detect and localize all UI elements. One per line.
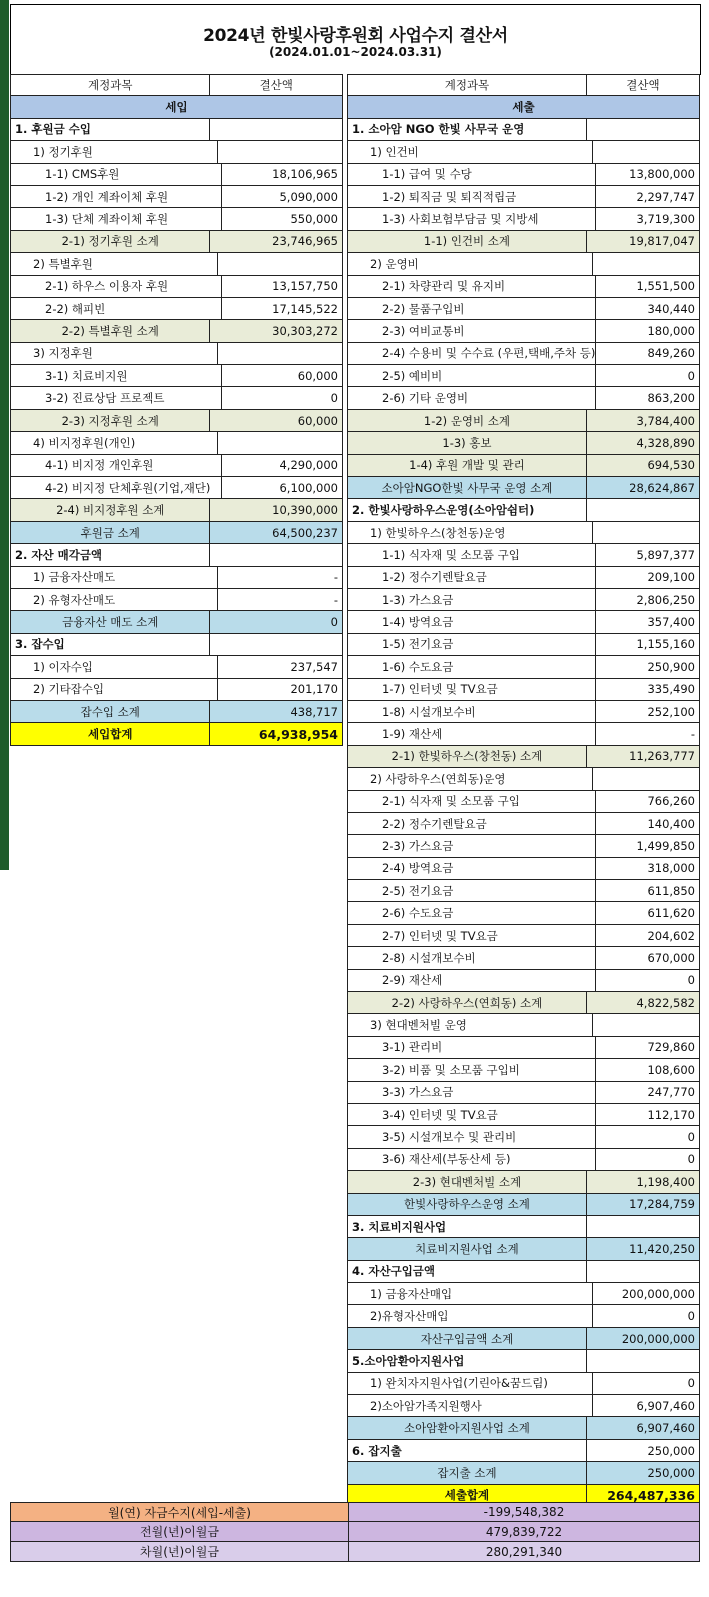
account-label: 2-4) 수용비 및 수수료 (우편,택배,주차 등)	[347, 343, 596, 364]
amount-value: 11,420,250	[587, 1238, 700, 1259]
summary-row	[10, 1542, 700, 1562]
income-section-label: 세입	[10, 96, 343, 117]
expense-row	[347, 1417, 700, 1439]
expense-row	[347, 1059, 700, 1081]
account-label: 2. 한빛사랑하우스운영(소아암쉼터)	[347, 499, 587, 520]
expense-row	[347, 1238, 700, 1260]
income-table	[10, 74, 343, 746]
amount-value: 17,284,759	[587, 1194, 700, 1215]
document-period: (2024.01.01~2024.03.31)	[269, 45, 442, 59]
account-label: 2-1) 차량관리 및 유지비	[347, 276, 596, 297]
amount-value: 64,500,237	[210, 522, 343, 543]
amount-value: -	[218, 589, 343, 610]
account-label: 소아암환아지원사업 소계	[347, 1417, 587, 1438]
expense-row	[347, 1194, 700, 1216]
expense-table	[347, 74, 700, 1507]
amount-value: 247,770	[596, 1082, 700, 1103]
amount-value	[210, 544, 343, 565]
income-row	[10, 164, 343, 186]
summary-value: -199,548,382	[349, 1503, 699, 1521]
account-label: 후원금 소계	[10, 522, 210, 543]
amount-value: -	[596, 723, 700, 744]
expense-row	[347, 186, 700, 208]
amount-value: 1,551,500	[596, 276, 700, 297]
account-label: 1-2) 정수기렌탈요금	[347, 567, 596, 588]
amount-value: 19,817,047	[587, 231, 700, 252]
account-label: 3) 현대벤처빌 운영	[347, 1014, 593, 1035]
income-row	[10, 455, 343, 477]
amount-value: 5,897,377	[596, 544, 700, 565]
account-label: 2) 특별후원	[10, 253, 218, 274]
account-label: 1) 금융자산매입	[347, 1283, 593, 1304]
amount-value	[210, 634, 343, 655]
expense-row	[347, 902, 700, 924]
account-label: 세출합계	[347, 1485, 587, 1506]
account-label: 잡수입 소계	[10, 701, 210, 722]
amount-value	[218, 432, 343, 453]
account-label: 2-5) 전기요금	[347, 880, 596, 901]
account-label: 3. 잡수입	[10, 634, 210, 655]
income-row	[10, 298, 343, 320]
expense-row	[347, 1149, 700, 1171]
amount-value: 3,719,300	[596, 208, 700, 229]
expense-row	[347, 119, 700, 141]
amount-value: 140,400	[596, 813, 700, 834]
expense-row	[347, 343, 700, 365]
amount-value: -	[218, 567, 343, 588]
account-label: 2) 운영비	[347, 253, 593, 274]
amount-value: 13,800,000	[596, 164, 700, 185]
amount-value: 201,170	[218, 679, 343, 700]
expense-row	[347, 522, 700, 544]
account-label: 2-2) 물품구입비	[347, 298, 596, 319]
account-label: 2. 자산 매각금액	[10, 544, 210, 565]
account-label: 금융자산 매도 소계	[10, 611, 210, 632]
account-label: 4-2) 비지정 단체후원(기업,재단)	[10, 477, 222, 498]
income-row	[10, 634, 343, 656]
expense-row	[347, 970, 700, 992]
account-label: 2-4) 방역요금	[347, 858, 596, 879]
amount-value: 4,822,582	[587, 992, 700, 1013]
expense-row	[347, 455, 700, 477]
account-label: 2-1) 식자재 및 소모품 구입	[347, 791, 596, 812]
expense-section-label: 세출	[347, 96, 700, 117]
expense-row	[347, 1328, 700, 1350]
account-label: 2) 사랑하우스(연희동)운영	[347, 768, 593, 789]
account-label: 2-3) 지정후원 소계	[10, 410, 210, 431]
amount-value: 250,000	[587, 1462, 700, 1483]
account-label: 4-1) 비지정 개인후원	[10, 455, 222, 476]
account-label: 3-3) 가스요금	[347, 1082, 596, 1103]
account-label: 2-1) 정기후원 소계	[10, 231, 210, 252]
expense-row	[347, 1283, 700, 1305]
summary-label: 월(연) 자금수지(세입-세출)	[11, 1503, 349, 1521]
expense-row	[347, 1440, 700, 1462]
account-label: 1-4) 후원 개발 및 관리	[347, 455, 587, 476]
expense-row	[347, 1305, 700, 1327]
summary-row	[10, 1502, 700, 1522]
amount-value	[587, 1261, 700, 1282]
expense-row	[347, 1350, 700, 1372]
amount-value	[593, 141, 700, 162]
expense-row	[347, 835, 700, 857]
amount-value: 13,157,750	[222, 276, 343, 297]
expense-row	[347, 164, 700, 186]
expense-row	[347, 499, 700, 521]
account-header: 계정과목	[10, 75, 210, 95]
amount-value: 6,907,460	[593, 1395, 700, 1416]
amount-value: 237,547	[218, 656, 343, 677]
amount-value: 28,624,867	[587, 477, 700, 498]
account-label: 1-2) 개인 계좌이체 후원	[10, 186, 222, 207]
summary-label: 차월(년)이월금	[11, 1542, 349, 1561]
expense-row	[347, 141, 700, 163]
expense-row	[347, 567, 700, 589]
amount-value: 64,938,954	[210, 723, 343, 744]
expense-row	[347, 813, 700, 835]
amount-value: 729,860	[596, 1037, 700, 1058]
amount-value	[593, 768, 700, 789]
expense-row	[347, 656, 700, 678]
income-row	[10, 365, 343, 387]
income-row	[10, 701, 343, 723]
account-label: 3-6) 재산세(부동산세 등)	[347, 1149, 596, 1170]
expense-row	[347, 947, 700, 969]
expense-row	[347, 1014, 700, 1036]
amount-value: 550,000	[222, 208, 343, 229]
expense-row	[347, 925, 700, 947]
income-row	[10, 544, 343, 566]
amount-value	[593, 253, 700, 274]
account-label: 2-3) 현대벤처빌 소계	[347, 1171, 587, 1192]
amount-value: 1,499,850	[596, 835, 700, 856]
amount-value: 0	[593, 1305, 700, 1326]
amount-value: 4,290,000	[222, 455, 343, 476]
amount-value: 252,100	[596, 701, 700, 722]
account-label: 3-1) 치료비지원	[10, 365, 222, 386]
amount-value: 0	[596, 1126, 700, 1147]
expense-row	[347, 1037, 700, 1059]
amount-value: 4,328,890	[587, 432, 700, 453]
expense-row	[347, 880, 700, 902]
expense-row	[347, 992, 700, 1014]
expense-row	[347, 1082, 700, 1104]
income-row	[10, 589, 343, 611]
income-row	[10, 723, 343, 745]
expense-row	[347, 208, 700, 230]
expense-row	[347, 253, 700, 275]
summary-row	[10, 1522, 700, 1542]
amount-value: 0	[596, 1149, 700, 1170]
income-row	[10, 477, 343, 499]
amount-value: 0	[210, 611, 343, 632]
amount-value	[218, 343, 343, 364]
amount-value	[218, 253, 343, 274]
amount-value: 209,100	[596, 567, 700, 588]
amount-value	[587, 1216, 700, 1237]
amount-value: 10,390,000	[210, 499, 343, 520]
account-label: 2-6) 수도요금	[347, 902, 596, 923]
amount-value	[587, 1350, 700, 1371]
amount-value: 694,530	[587, 455, 700, 476]
expense-row	[347, 1373, 700, 1395]
expense-row	[347, 365, 700, 387]
expense-row	[347, 701, 700, 723]
amount-value	[593, 1014, 700, 1035]
amount-value: 340,440	[596, 298, 700, 319]
amount-value: 204,602	[596, 925, 700, 946]
amount-value: 3,784,400	[587, 410, 700, 431]
account-label: 한빛사랑하우스운영 소계	[347, 1194, 587, 1215]
summary-table	[10, 1502, 700, 1562]
account-label: 2-6) 기타 운영비	[347, 387, 596, 408]
amount-value: 611,620	[596, 902, 700, 923]
expense-row	[347, 298, 700, 320]
document-title: 2024년 한빛사랑후원회 사업수지 결산서	[203, 26, 508, 46]
expense-row	[347, 544, 700, 566]
expense-row	[347, 387, 700, 409]
amount-value: 0	[596, 365, 700, 386]
income-row	[10, 432, 343, 454]
amount-value: 438,717	[210, 701, 343, 722]
expense-row	[347, 611, 700, 633]
account-label: 1-6) 수도요금	[347, 656, 596, 677]
account-label: 2-9) 재산세	[347, 970, 596, 991]
amount-value	[587, 499, 700, 520]
account-label: 3-2) 진료상담 프로젝트	[10, 387, 222, 408]
expense-row	[347, 723, 700, 745]
account-label: 1-7) 인터넷 및 TV요금	[347, 679, 596, 700]
account-label: 1-1) 인건비 소계	[347, 231, 587, 252]
account-label: 6. 잡지출	[347, 1440, 587, 1461]
income-row	[10, 320, 343, 342]
account-label: 잡지출 소계	[347, 1462, 587, 1483]
amount-value: 112,170	[596, 1104, 700, 1125]
income-row	[10, 141, 343, 163]
account-label: 1-2) 퇴직금 및 퇴직적립금	[347, 186, 596, 207]
amount-value: 200,000,000	[587, 1328, 700, 1349]
account-label: 2-7) 인터넷 및 TV요금	[347, 925, 596, 946]
account-label: 2-2) 정수기렌탈요금	[347, 813, 596, 834]
amount-value: 264,487,336	[587, 1485, 700, 1506]
amount-value: 30,303,272	[210, 320, 343, 341]
expense-row	[347, 1261, 700, 1283]
amount-value: 60,000	[222, 365, 343, 386]
income-row	[10, 410, 343, 432]
account-label: 1. 후원금 수입	[10, 119, 210, 140]
expense-row	[347, 1462, 700, 1484]
expense-row	[347, 1104, 700, 1126]
expense-row	[347, 1395, 700, 1417]
amount-value: 250,000	[587, 1440, 700, 1461]
expense-row	[347, 410, 700, 432]
expense-row	[347, 1171, 700, 1193]
account-label: 3. 치료비지원사업	[347, 1216, 587, 1237]
expense-row	[347, 1216, 700, 1238]
expense-row	[347, 746, 700, 768]
expense-row	[347, 231, 700, 253]
account-label: 세입합계	[10, 723, 210, 744]
income-header-row	[10, 74, 343, 96]
account-label: 1-8) 시설개보수비	[347, 701, 596, 722]
account-label: 1-1) 급여 및 수당	[347, 164, 596, 185]
left-edge-bar	[0, 0, 9, 870]
expense-row	[347, 791, 700, 813]
expense-row	[347, 634, 700, 656]
account-label: 2) 유형자산매도	[10, 589, 218, 610]
amount-value: 108,600	[596, 1059, 700, 1080]
amount-value: 0	[593, 1373, 700, 1394]
account-label: 1-1) 식자재 및 소모품 구입	[347, 544, 596, 565]
amount-value: 766,260	[596, 791, 700, 812]
account-label: 2) 기타잡수입	[10, 679, 218, 700]
expense-row	[347, 589, 700, 611]
account-label: 1) 한빛하우스(창천동)운영	[347, 522, 593, 543]
account-label: 1) 정기후원	[10, 141, 218, 162]
amount-value	[587, 119, 700, 140]
title-box	[10, 4, 701, 75]
summary-value: 479,839,722	[349, 1522, 699, 1541]
amount-header: 결산액	[587, 75, 700, 95]
account-label: 1-5) 전기요금	[347, 634, 596, 655]
amount-value: 2,806,250	[596, 589, 700, 610]
income-row	[10, 522, 343, 544]
amount-value: 0	[222, 387, 343, 408]
account-label: 1) 완치자지원사업(기린아&꿈드림)	[347, 1373, 593, 1394]
amount-value: 611,850	[596, 880, 700, 901]
amount-value: 357,400	[596, 611, 700, 632]
account-label: 3) 지정후원	[10, 343, 218, 364]
account-label: 2-1) 하우스 이용자 후원	[10, 276, 222, 297]
account-label: 1-3) 단체 계좌이체 후원	[10, 208, 222, 229]
account-label: 5.소아암환아지원사업	[347, 1350, 587, 1371]
amount-value: 17,145,522	[222, 298, 343, 319]
account-label: 1-3) 가스요금	[347, 589, 596, 610]
account-label: 1-2) 운영비 소계	[347, 410, 587, 431]
expense-row	[347, 477, 700, 499]
account-label: 소아암NGO한빛 사무국 운영 소계	[347, 477, 587, 498]
account-label: 3-4) 인터넷 및 TV요금	[347, 1104, 596, 1125]
account-label: 2)유형자산매입	[347, 1305, 593, 1326]
amount-value: 318,000	[596, 858, 700, 879]
account-label: 3-2) 비품 및 소모품 구입비	[347, 1059, 596, 1080]
income-row	[10, 253, 343, 275]
amount-value: 6,100,000	[222, 477, 343, 498]
amount-value: 5,090,000	[222, 186, 343, 207]
amount-value: 335,490	[596, 679, 700, 700]
amount-value: 180,000	[596, 320, 700, 341]
account-label: 1) 금융자산매도	[10, 567, 218, 588]
income-row	[10, 679, 343, 701]
account-label: 1-3) 홍보	[347, 432, 587, 453]
amount-value: 60,000	[210, 410, 343, 431]
amount-value: 250,900	[596, 656, 700, 677]
amount-value: 2,297,747	[596, 186, 700, 207]
amount-header: 결산액	[210, 75, 343, 95]
amount-value: 0	[596, 970, 700, 991]
expense-section-row	[347, 96, 700, 118]
account-label: 4. 자산구입금액	[347, 1261, 587, 1282]
account-header: 계정과목	[347, 75, 587, 95]
expense-row	[347, 276, 700, 298]
account-label: 2-2) 해피빈	[10, 298, 222, 319]
account-label: 2-3) 여비교통비	[347, 320, 596, 341]
amount-value: 200,000,000	[593, 1283, 700, 1304]
account-label: 2-8) 시설개보수비	[347, 947, 596, 968]
settlement-sheet	[10, 4, 701, 1594]
account-label: 2-3) 가스요금	[347, 835, 596, 856]
summary-label: 전월(년)이월금	[11, 1522, 349, 1541]
expense-header-row	[347, 74, 700, 96]
account-label: 1-9) 재산세	[347, 723, 596, 744]
account-label: 2)소아암가족지원행사	[347, 1395, 593, 1416]
amount-value: 1,198,400	[587, 1171, 700, 1192]
expense-row	[347, 768, 700, 790]
account-label: 1) 인건비	[347, 141, 593, 162]
account-label: 1) 이자수입	[10, 656, 218, 677]
account-label: 1-4) 방역요금	[347, 611, 596, 632]
expense-row	[347, 1126, 700, 1148]
income-row	[10, 208, 343, 230]
account-label: 1-1) CMS후원	[10, 164, 222, 185]
income-row	[10, 499, 343, 521]
account-label: 자산구입금액 소계	[347, 1328, 587, 1349]
expense-row	[347, 320, 700, 342]
account-label: 2-5) 예비비	[347, 365, 596, 386]
expense-row	[347, 679, 700, 701]
expense-row	[347, 858, 700, 880]
income-row	[10, 611, 343, 633]
income-row	[10, 343, 343, 365]
income-row	[10, 119, 343, 141]
account-label: 2-2) 사랑하우스(연희동) 소계	[347, 992, 587, 1013]
amount-value	[218, 141, 343, 162]
amount-value: 670,000	[596, 947, 700, 968]
account-label: 3-5) 시설개보수 및 관리비	[347, 1126, 596, 1147]
amount-value: 18,106,965	[222, 164, 343, 185]
account-label: 3-1) 관리비	[347, 1037, 596, 1058]
amount-value: 863,200	[596, 387, 700, 408]
income-row	[10, 656, 343, 678]
account-label: 2-1) 한빛하우스(창천동) 소계	[347, 746, 587, 767]
income-section-row	[10, 96, 343, 118]
account-label: 1-3) 사회보험부담금 및 지방세	[347, 208, 596, 229]
account-label: 4) 비지정후원(개인)	[10, 432, 218, 453]
expense-row	[347, 432, 700, 454]
summary-value: 280,291,340	[349, 1542, 699, 1561]
amount-value: 1,155,160	[596, 634, 700, 655]
account-label: 2-4) 비지정후원 소계	[10, 499, 210, 520]
income-row	[10, 186, 343, 208]
amount-value: 23,746,965	[210, 231, 343, 252]
income-row	[10, 276, 343, 298]
amount-value: 849,260	[596, 343, 700, 364]
amount-value	[593, 522, 700, 543]
income-row	[10, 387, 343, 409]
account-label: 1. 소아암 NGO 한빛 사무국 운영	[347, 119, 587, 140]
income-row	[10, 231, 343, 253]
amount-value	[210, 119, 343, 140]
account-label: 2-2) 특별후원 소계	[10, 320, 210, 341]
amount-value: 6,907,460	[587, 1417, 700, 1438]
account-label: 치료비지원사업 소계	[347, 1238, 587, 1259]
income-row	[10, 567, 343, 589]
amount-value: 11,263,777	[587, 746, 700, 767]
